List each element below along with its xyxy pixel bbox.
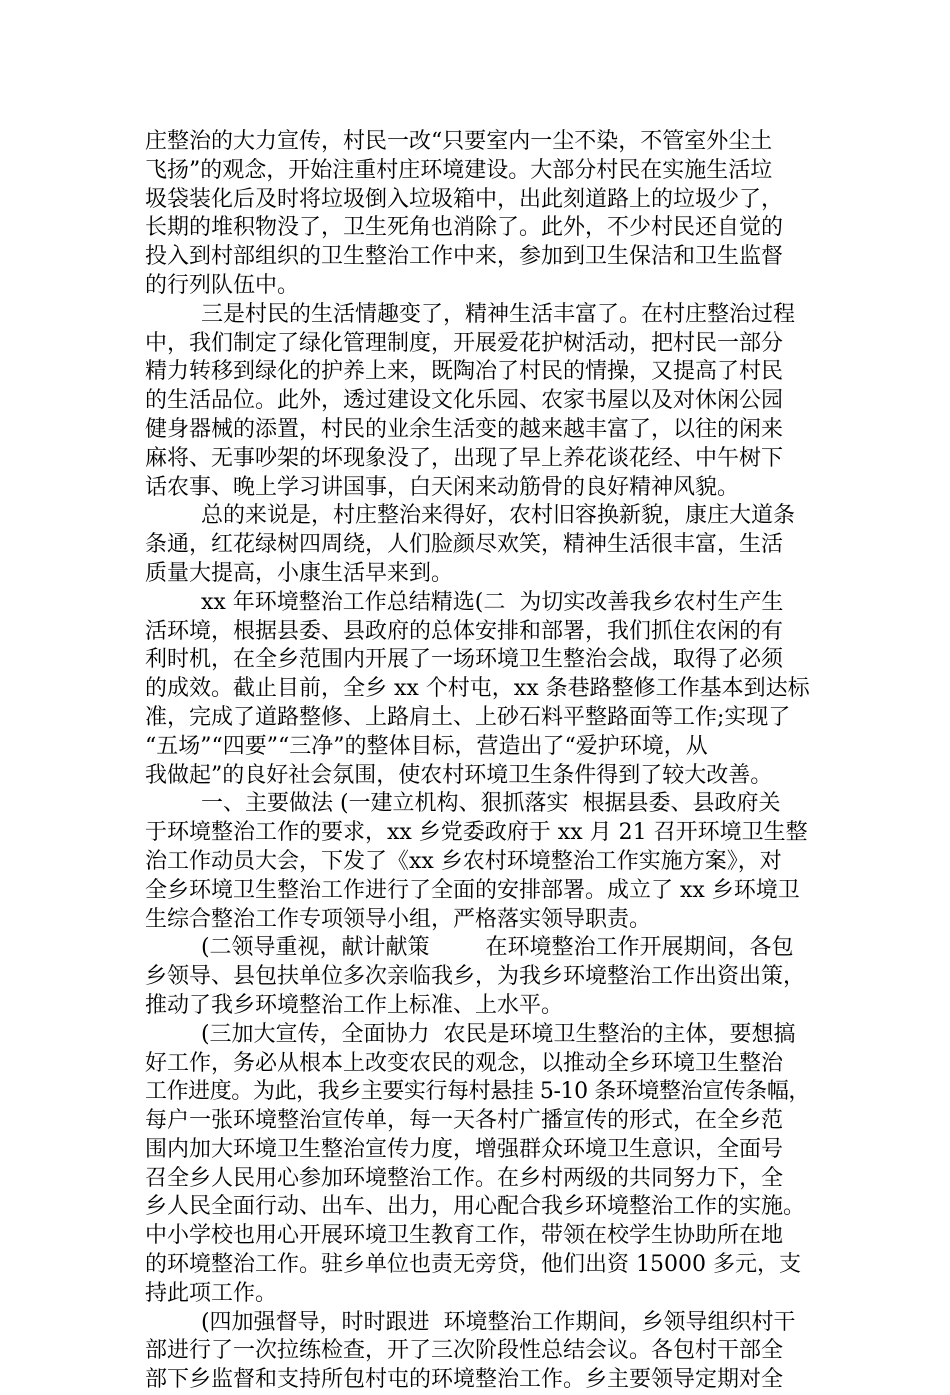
- text-line: 的成效。截止目前，全乡 xx 个村屯，xx 条巷路整修工作基本到达标: [145, 676, 810, 702]
- text-line: 中小学校也用心开展环境卫生教育工作，带领在校学生协助所在地: [145, 1223, 784, 1249]
- text-line: 健身器械的添置，村民的业余生活变的越来越丰富了，以往的闲来: [145, 416, 784, 442]
- text-line: 每户一张环境整治宣传单，每一天各村广播宣传的形式，在全乡范: [145, 1108, 784, 1134]
- text-line: 部下乡监督和支持所包村屯的环境整治工作。乡主要领导定期对全: [145, 1367, 784, 1393]
- text-line: 飞扬”的观念，开始注重村庄环境建设。大部分村民在实施生活垃: [145, 157, 773, 183]
- text-line: 庄整治的大力宣传，村民一改“只要室内一尘不染，不管室外尘土: [145, 129, 773, 154]
- text-line: 精力转移到绿化的护养上来，既陶冶了村民的情操，又提高了村民: [145, 359, 784, 385]
- text-line: 一、主要做法 (一建立机构、狠抓落实 根据县委、县政府关: [145, 791, 781, 817]
- text-line: 全乡环境卫生整治工作进行了全面的安排部署。成立了 xx 乡环境卫: [145, 877, 800, 903]
- text-line: 活环境，根据县委、县政府的总体安排和部署，我们抓住农闲的有: [145, 618, 784, 644]
- text-line: 麻将、无事吵架的坏现象没了，出现了早上养花谈花经、中午树下: [145, 445, 784, 471]
- text-line: 工作进度。为此，我乡主要实行每村悬挂 5-10 条环境整治宣传条幅，: [145, 1079, 810, 1105]
- text-line: 好工作，务必从根本上改变农民的观念，以推动全乡环境卫生整治: [145, 1050, 784, 1076]
- document-page: [145, 128, 810, 1395]
- text-line: 生综合整治工作专项领导小组，严格落实领导职责。: [145, 906, 652, 932]
- text-line: “五场”“四要”“三净”的整体目标，营造出了“爱护环境，从: [145, 733, 708, 759]
- text-line: 乡人民全面行动、出车、出力，用心配合我乡环境整治工作的实施。: [145, 1194, 806, 1220]
- text-line: (二领导重视，献计献策 在环境整治工作开展期间，各包: [145, 935, 794, 961]
- text-line: 持此项工作。: [145, 1280, 278, 1306]
- text-line: 投入到村部组织的卫生整治工作中来，参加到卫生保洁和卫生监督: [145, 244, 784, 270]
- text-line: 长期的堆积物没了，卫生死角也消除了。此外，不少村民还自觉的: [145, 215, 784, 241]
- text-line: 治工作动员大会，下发了《xx 乡农村环境整治工作实施方案》，对: [145, 848, 782, 874]
- text-line: 圾袋装化后及时将垃圾倒入垃圾箱中，出此刻道路上的垃圾少了，: [145, 186, 784, 212]
- text-line: 的环境整治工作。驻乡单位也责无旁贷，他们出资 15000 多元，支: [145, 1252, 801, 1278]
- text-line: 条通，红花绿树四周绕，人们脸颜尽欢笑，精神生活很丰富，生活: [145, 532, 784, 558]
- text-line: xx 年环境整治工作总结精选(二 为切实改善我乡农村生产生: [145, 589, 784, 615]
- text-line: (四加强督导，时时跟进 环境整治工作期间，乡领导组织村干: [145, 1309, 796, 1335]
- text-line: 质量大提高，小康生活早来到。: [145, 560, 454, 586]
- text-line: 乡领导、县包扶单位多次亲临我乡，为我乡环境整治工作出资出策，: [145, 964, 806, 990]
- text-line: 的生活品位。此外，透过建设文化乐园、农家书屋以及对休闲公园: [145, 388, 784, 414]
- text-line: 于环境整治工作的要求，xx 乡党委政府于 xx 月 21 召开环境卫生整: [145, 820, 808, 846]
- text-line: 推动了我乡环境整治工作上标准、上水平。: [145, 992, 564, 1018]
- text-line: 我做起”的良好社会氛围，使农村环境卫生条件得到了较大改善。: [145, 762, 773, 788]
- text-line: 三是村民的生活情趣变了，精神生活丰富了。在村庄整治过程: [145, 301, 795, 327]
- text-line: 准，完成了道路整修、上路肩土、上砂石料平整路面等工作;实现了: [145, 704, 791, 730]
- text-line: 召全乡人民用心参加环境整治工作。在乡村两级的共同努力下，全: [145, 1165, 784, 1191]
- text-line: 中，我们制定了绿化管理制度，开展爱花护树活动，把村民一部分: [145, 330, 784, 356]
- text-line: 利时机，在全乡范围内开展了一场环境卫生整治会战，取得了必须: [145, 647, 784, 673]
- text-line: 部进行了一次拉练检查，开了三次阶段性总结会议。各包村干部全: [145, 1338, 784, 1364]
- text-line: 围内加大环境卫生整治宣传力度，增强群众环境卫生意识，全面号: [145, 1136, 784, 1162]
- text-line: 话农事、晚上学习讲国事，白天闲来动筋骨的良好精神风貌。: [145, 474, 740, 500]
- text-line: (三加大宣传，全面协力 农民是环境卫生整治的主体，要想搞: [145, 1021, 796, 1047]
- text-line: 的行列队伍中。: [145, 272, 300, 298]
- text-line: 总的来说是，村庄整治来得好，农村旧容换新貌，康庄大道条: [145, 503, 795, 529]
